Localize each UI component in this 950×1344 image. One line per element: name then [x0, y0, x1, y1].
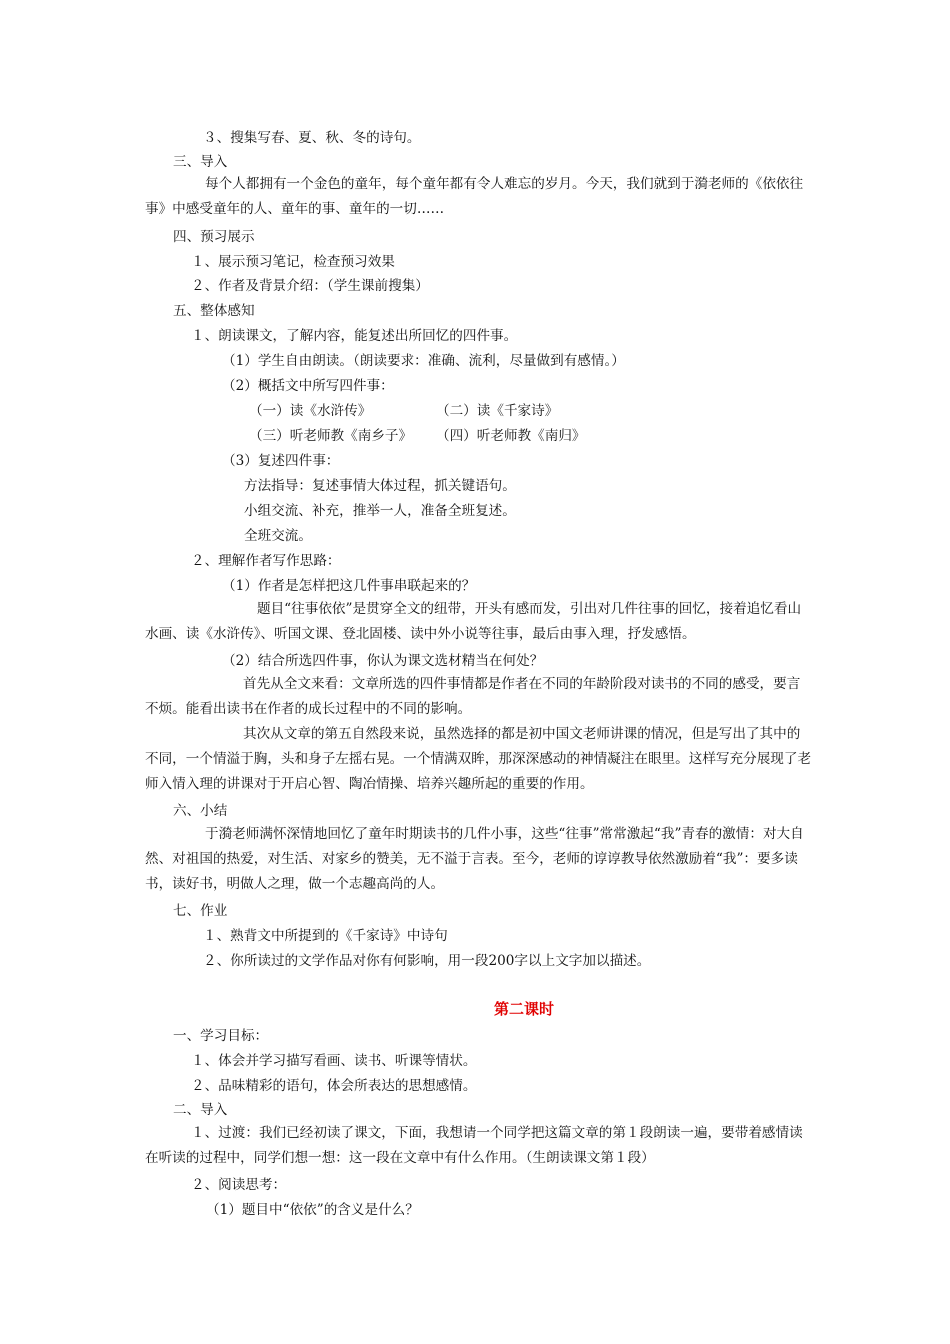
section-heading: 四、预习展示 — [173, 229, 255, 245]
text-line: （1）作者是怎样把这几件事串联起来的？ — [222, 578, 476, 594]
text-line: （1）学生自由朗读。（朗读要求：准确、流利，尽量做到有感情。） — [222, 353, 625, 369]
lesson-title: 第二课时 — [494, 1000, 555, 1018]
text-line: （2）结合所选四件事，你认为课文选材精当在何处？ — [222, 653, 544, 669]
list-item: （三）听老师教《南乡子》 — [249, 428, 413, 444]
list-item: （四）听老师教《南归》 — [436, 428, 586, 444]
paragraph: 题目“往事依依”是贯穿全文的纽带，开头有感而发，引出对几件往事的回忆，接着追忆看山水画、读《水浒传》、听国文课、登北固楼、读中外小说等往事，最后由事入理，抒发感悟。 — [145, 601, 802, 642]
text-line: ２、你所读过的文学作品对你有何影响，用一段200字以上文字加以描述。 — [203, 953, 651, 969]
text-line: ２、阅读思考： — [191, 1177, 287, 1193]
text-line: ３、搜集写春、夏、秋、冬的诗句。 — [203, 130, 421, 146]
text-line: （1）题目中“依依”的含义是什么？ — [206, 1202, 419, 1218]
paragraph: 其次从文章的第五自然段来说，虽然选择的都是初中国文老师讲课的情况，但是写出了其中的不同，一个情溢于胸，头和身子左摇右晃。一个情满双眸，那深深感动的神情凝注在眼里。这样写充分展现了老师入情入理的讲课对于开启心智、陶冶情操、培养兴趣所起的重要的作用。 — [145, 726, 812, 792]
text-line: （3）复述四件事： — [222, 453, 340, 469]
text-line: ２、理解作者写作思路： — [191, 553, 341, 569]
list-item: （一）读《水浒传》 — [249, 403, 372, 419]
text-line: ２、品味精彩的语句，体会所表达的思想感情。 — [191, 1078, 477, 1094]
section-heading: 五、整体感知 — [173, 303, 255, 319]
paragraph: 每个人都拥有一个金色的童年，每个童年都有令人难忘的岁月。今天，我们就到于漪老师的《依依往事》中感受童年的人、童年的事、童年的一切…… — [145, 176, 804, 217]
section-heading: 七、作业 — [173, 903, 228, 919]
text-line: 小组交流、补充，推举一人，准备全班复述。 — [244, 503, 516, 519]
section-heading: 一、学习目标： — [173, 1028, 269, 1044]
text-line: 方法指导：复述事情大体过程，抓关键语句。 — [244, 478, 516, 494]
text-line: １、朗读课文，了解内容，能复述出所回忆的四件事。 — [191, 328, 518, 344]
text-line: 全班交流。 — [244, 528, 312, 544]
paragraph: １、过渡：我们已经初读了课文，下面，我想请一个同学把这篇文章的第１段朗读一遍，要带着感情读在听读的过程中，同学们想一想：这一段在文章中有什么作用。（生朗读课文第１段） — [145, 1125, 803, 1166]
text-line: １、熟背文中所提到的《千家诗》中诗句 — [203, 928, 448, 944]
section-heading: 二、导入 — [173, 1102, 228, 1118]
list-item: （二）读《千家诗》 — [436, 403, 559, 419]
section-heading: 三、导入 — [173, 154, 228, 170]
paragraph: 首先从全文来看：文章所选的四件事情都是作者在不同的年龄阶段对读书的不同的感受，要言不烦。能看出读书在作者的成长过程中的不同的影响。 — [145, 676, 801, 717]
text-line: １、展示预习笔记，检查预习效果 — [191, 254, 395, 270]
paragraph: 于漪老师满怀深情地回忆了童年时期读书的几件小事，这些“往事”常常激起“我”青春的激情：对大自然、对祖国的热爱，对生活、对家乡的赞美，无不溢于言表。至今，老师的谆谆教导依然激励着“我”：要多读书，读好书，明做人之理，做一个志趣高尚的人。 — [145, 826, 804, 892]
text-line: （2）概括文中所写四件事： — [222, 378, 394, 394]
section-heading: 六、小结 — [173, 803, 228, 819]
text-line: ２、作者及背景介绍：（学生课前搜集） — [191, 278, 429, 294]
text-line: １、体会并学习描写看画、读书、听课等情状。 — [191, 1053, 477, 1069]
